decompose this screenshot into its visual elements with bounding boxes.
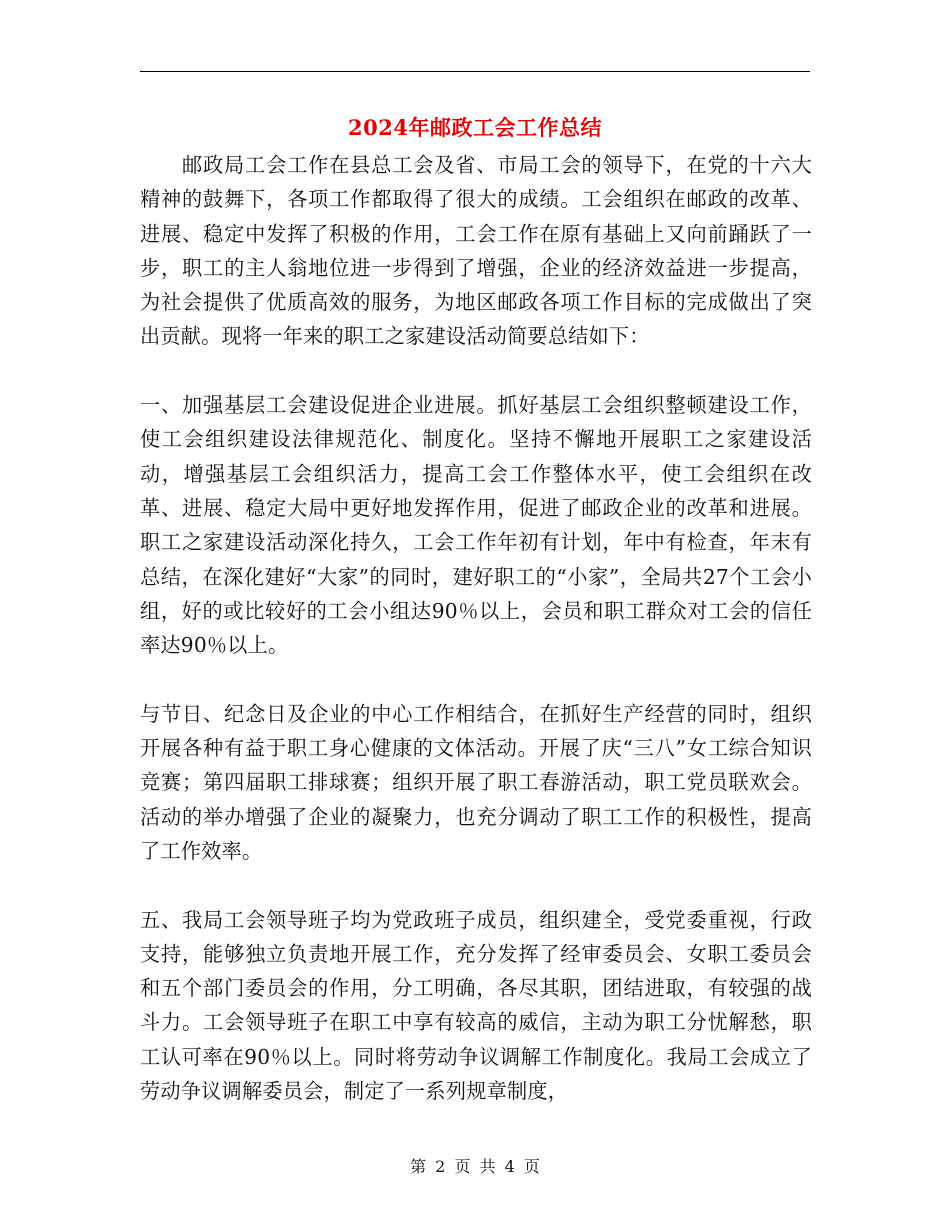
paragraph-intro: 邮政局工会工作在县总工会及省、市局工会的领导下，在党的十六大精神的鼓舞下，各项工作都取得了很大的成绩。工会组织在邮政的改革、进展、稳定中发挥了积极的作用，工会工作在原有基础上又向前踊跃了一步，职工的主人翁地位进一步得到了增强，企业的经济效益进一步提高，为社会提供了优质高效的服务，为地区邮政各项工作目标的完成做出了突出贡献。现将一年来的职工之家建设活动简要总结如下： (140, 153, 812, 349)
document-body (140, 148, 812, 1108)
page-number-footer: 第 2 页 共 4 页 (410, 1157, 540, 1176)
paragraph-section-5: 五、我局工会领导班子均为党政班子成员，组织建全，受党委重视，行政支持，能够独立负责地开展工作，充分发挥了经审委员会、女职工委员会和五个部门委员会的作用，分工明确，各尽其职，团结进取，有较强的战斗力。工会领导班子在职工中享有较高的威信，主动为职工分忧解愁，职工认可率在90％以上。同时将劳动争议调解工作制度化。我局工会成立了劳动争议调解委员会，制定了一系列规章制度， (140, 907, 812, 1104)
document-title: 2024年邮政工会工作总结 (348, 115, 602, 140)
paragraph-activities: 与节日、纪念日及企业的中心工作相结合，在抓好生产经营的同时，组织开展各种有益于职工身心健康的文体活动。开展了庆“三八”女工综合知识竞赛；第四届职工排球赛；组织开展了职工春游活动，职工党员联欢会。活动的举办增强了企业的凝聚力，也充分调动了职工工作的积极性，提高了工作效率。 (140, 701, 812, 863)
paragraph-section-1: 一、加强基层工会建设促进企业进展。抓好基层工会组织整顿建设工作，使工会组织建设法律规范化、制度化。坚持不懈地开展职工之家建设活动，增强基层工会组织活力，提高工会工作整体水平，使工会组织在改革、进展、稳定大局中更好地发挥作用，促进了邮政企业的改革和进展。职工之家建设活动深化持久，工会工作年初有计划，年中有检查，年末有总结，在深化建好“大家”的同时，建好职工的“小家”，全局共27个工会小组，好的或比较好的工会小组达90％以上，会员和职工群众对工会的信任率达90％以上。 (140, 393, 812, 658)
header-rule (140, 71, 810, 72)
